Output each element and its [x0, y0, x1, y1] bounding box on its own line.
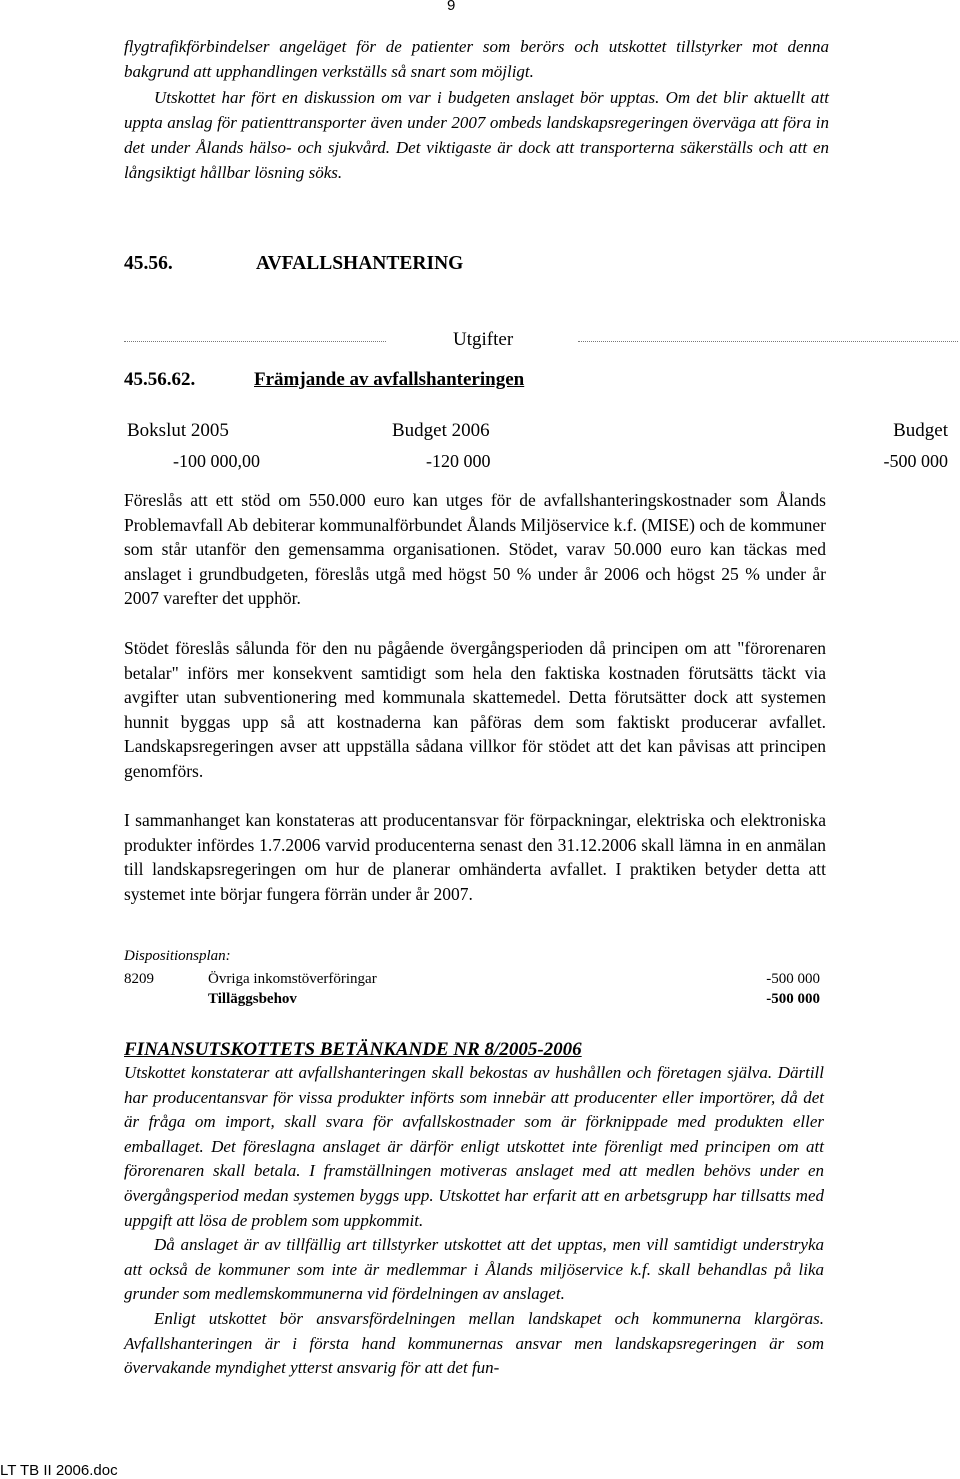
finance-paragraph-2: Då anslaget är av tillfällig art tillstyrker utskottet att det upptas, men vill samtidigt understryka att också de kommuner som inte är medlemmar i Ålands miljöservice k.f. skall behandlas på lika grunder som medlemskommunerna vid fördelningen av anslaget.: [124, 1235, 824, 1304]
finance-committee-text: [124, 1061, 824, 1381]
section-heading: [124, 253, 463, 275]
disposition-code: 8209: [124, 971, 154, 987]
body-paragraph-3: I sammanhanget kan konstateras att producentansvar för förpackningar, elektriska och elektroniska produkter infördes 1.7.2006 varvid producenterna senast den 31.12.2006 skall lämna in en anmälan till landskapsregeringen om hur de planerar omhänderta avfallet. I praktiken betyder detta att systemet inte börjar fungera förrän under år 2007.: [124, 810, 826, 904]
value-budget: -500 000: [883, 451, 948, 471]
disposition-row: [124, 971, 820, 991]
section-number: 45.56.: [124, 253, 173, 274]
disposition-label: Dispositionsplan:: [124, 948, 231, 964]
intro-paragraph-1: flygtrafikförbindelser angeläget för de patienter som berörs och utskottet tillstyrker mot denna bakgrund att upphandlingen verkställs så snart som möjligt.: [124, 37, 829, 82]
body-paragraph-1: Föreslås att ett stöd om 550.000 euro kan utges för de avfallshanteringskostnader som Ålands Problemavfall Ab debiterar kommunalförbundet Ålands Miljöservice k.f. (MISE) och de kommuner som står utanför den gemensamma organisationen. Stödet, varav 50.000 euro kan täckas med anslaget i grundbudgeten, föreslås utgå med högst 50 % under år 2006 och högst 25 % under år 2007 varefter det upphör.: [124, 490, 826, 609]
body-paragraph-2: Stödet föreslås sålunda för den nu pågående övergångsperioden då principen om att "förorenaren betalar" införs mer konsekvent samtidigt som hela den faktiska kostnaden förutsätts täckt via avgifter utan subventionering med kommunala skattemedel. Detta förutsätter dock att systemen hunnit byggas upp så att kostnaderna kan påföras dem som faktiskt producerar avfallet. Landskapsregeringen avser att uppställa sådana villkor för stödet att det kan påvisas att principen genomförs.: [124, 638, 826, 781]
section-title: AVFALLSHANTERING: [256, 253, 464, 274]
intro-paragraph-2: Utskottet har fört en diskussion om var i budgeten anslaget bör upptas. Om det blir aktuellt att uppta anslag för patienttransporter även under 2007 ombeds landskapsregeringen överväga att föra in det under Ålands hälso- och sjukvård. Det viktigaste är dock att transporterna säkerställs och att en långsiktigt hållbar lösning söks.: [124, 87, 829, 183]
header-budget: Budget: [893, 420, 948, 441]
value-bokslut-2005: -100 000,00: [173, 451, 260, 471]
footer-filename: LT TB II 2006.doc: [0, 1462, 118, 1479]
divider-right: [578, 341, 958, 342]
intro-text: [124, 34, 829, 186]
utgifter-label: Utgifter: [453, 329, 514, 350]
disposition-total-row: [124, 991, 820, 1011]
disposition-total-amount: -500 000: [766, 991, 820, 1007]
disposition-text: Övriga inkomstöverföringar: [208, 971, 377, 987]
disposition-amount: -500 000: [766, 971, 820, 987]
finance-paragraph-1: Utskottet konstaterar att avfallshanteringen skall bekostas av hushållen och företagen själva. Därtill har producentansvar för vissa produkter införts som innebär att producenter eller importörer, då det är fråga om import, skall svara för avfallskostnader som är förknippade med produkten eller emballaget. Det föreslagna anslaget är därför enligt utskottet inte förenligt med principen om att förorenaren skall betala. I framställningen motiveras anslaget med att medlen behövs under en övergångsperiod medan systemen byggs upp. Utskottet har erfarit att en arbetsgrupp har tillsatts med uppgift att lösa de problem som uppkommit.: [124, 1063, 824, 1230]
subsection-number: 45.56.62.: [124, 369, 196, 390]
header-budget-2006: Budget 2006: [392, 420, 490, 441]
finance-committee-title: FINANSUTSKOTTETS BETÄNKANDE NR 8/2005-2006: [124, 1039, 582, 1060]
value-budget-2006: -120 000: [426, 451, 491, 471]
page-number: 9: [447, 0, 456, 14]
divider-left: [124, 341, 386, 342]
subsection-title: Främjande av avfallshanteringen: [254, 369, 525, 390]
finance-paragraph-3: Enligt utskottet bör ansvarsfördelningen mellan landskapet och kommunerna klargöras. Avfallshanteringen är i första hand kommunernas ansvar men landskapsregeringen är som övervakande myndighet ytterst ansvarig för att det fun-: [124, 1308, 824, 1378]
disposition-total-text: Tilläggsbehov: [208, 991, 297, 1007]
header-bokslut-2005: Bokslut 2005: [127, 420, 229, 441]
